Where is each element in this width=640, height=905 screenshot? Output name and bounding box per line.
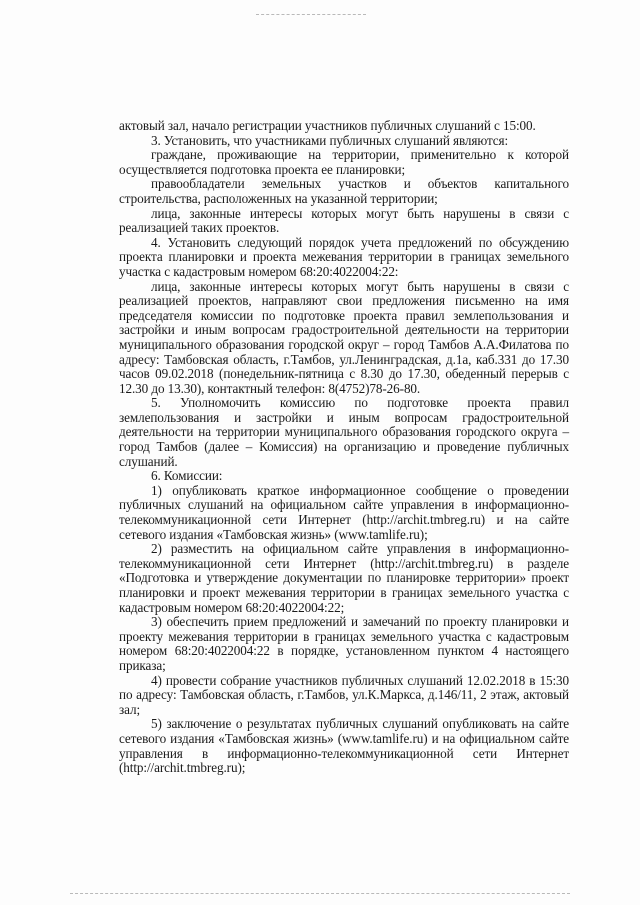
paragraph-item-3: 3. Установить, что участниками публичных слушаний являются: <box>151 132 509 148</box>
paragraph-item-5: 5. Уполномочить комиссию по подготовке проекта правил землепользования и застройки и иным вопросам градостроительной деятельности на территории муниципального образования городского округа – город Тамбов (далее – Комиссия) на организацию и проведение публичных слушаний. <box>119 395 569 469</box>
document-body <box>119 119 569 776</box>
paragraph-item-6: 6. Комиссии: <box>151 468 223 484</box>
paragraph-item-4: 4. Установить следующий порядок учета предложений по обсуждению проекта планировки и проекта межевания территории в границах земельного участка с кадастровым номером 68:20:4022004:22: <box>119 234 569 279</box>
scan-artifact-bottom <box>70 893 570 894</box>
paragraph-item-6-2: 2) разместить на официальном сайте управления в информационно-телекоммуникационной сети Интернет (http://archit.tmbreg.ru) в разделе «Подготовка и утверждение документации по планировке территории» проект планировки и проект межевания территории в границах земельного участка с кадастровым номером 68:20:4022004:22; <box>119 541 569 615</box>
paragraph-item-6-5: 5) заключение о результатах публичных слушаний опубликовать на сайте сетевого издания «Тамбовская жизнь» (www.tamlife.ru) и на официальном сайте управления в информационно-телекоммуникационной сети Интернет (http://archit.tmbreg.ru); <box>119 716 569 776</box>
paragraph-participants-owners: правообладатели земельных участков и объектов капитального строительства, расположенных на указанной территории; <box>119 176 569 206</box>
paragraph-participants-citizens: граждане, проживающие на территории, применительно к которой осуществляется подготовка проекта ее планировки; <box>119 147 569 177</box>
paragraph-item-6-3: 3) обеспечить прием предложений и замечаний по проекту планировки и проекту межевания территории в границах земельного участка с кадастровым номером 68:20:4022004:22 в порядке, установленном пунктом 4 настоящего приказа; <box>119 614 569 673</box>
paragraph-continuation: актовый зал, начало регистрации участников публичных слушаний с 15:00. <box>119 118 536 133</box>
scan-artifact-top <box>256 14 366 15</box>
paragraph-item-6-1: 1) опубликовать краткое информационное сообщение о проведении публичных слушаний на официальном сайте управления в информационно-телекоммуникационной сети Интернет (http://archit.tmbreg.ru) и на сайте сетевого издания «Тамбовская жизнь» (www.tamlife.ru); <box>119 482 569 542</box>
paragraph-item-6-4: 4) провести собрание участников публичных слушаний 12.02.2018 в 15:30 по адресу: Тамбовская область, г.Тамбов, ул.К.Маркса, д.146/11, 2 этаж, актовый зал; <box>119 672 569 717</box>
paragraph-participants-persons: лица, законные интересы которых могут быть нарушены в связи с реализацией таких проектов. <box>119 205 569 236</box>
paragraph-proposals-procedure: лица, законные интересы которых могут быть нарушены в связи с реализацией проектов, направляют свои предложения письменно на имя председателя комиссии по подготовке проекта правил землепользования и застройки и иным вопросам градостроительной деятельности на территории муниципального образования городской округ – город Тамбов А.А.Филатова по адресу: Тамбовская область, г.Тамбов, ул.Ленинградская, д.1а, каб.331 до 17.30 часов 09.02.2018 (понедельник-пятница с 8.30 до 17.30, обеденный перерыв с 12.30 до 13.30), контактный телефон: 8(4752)78-26-80. <box>119 278 569 396</box>
